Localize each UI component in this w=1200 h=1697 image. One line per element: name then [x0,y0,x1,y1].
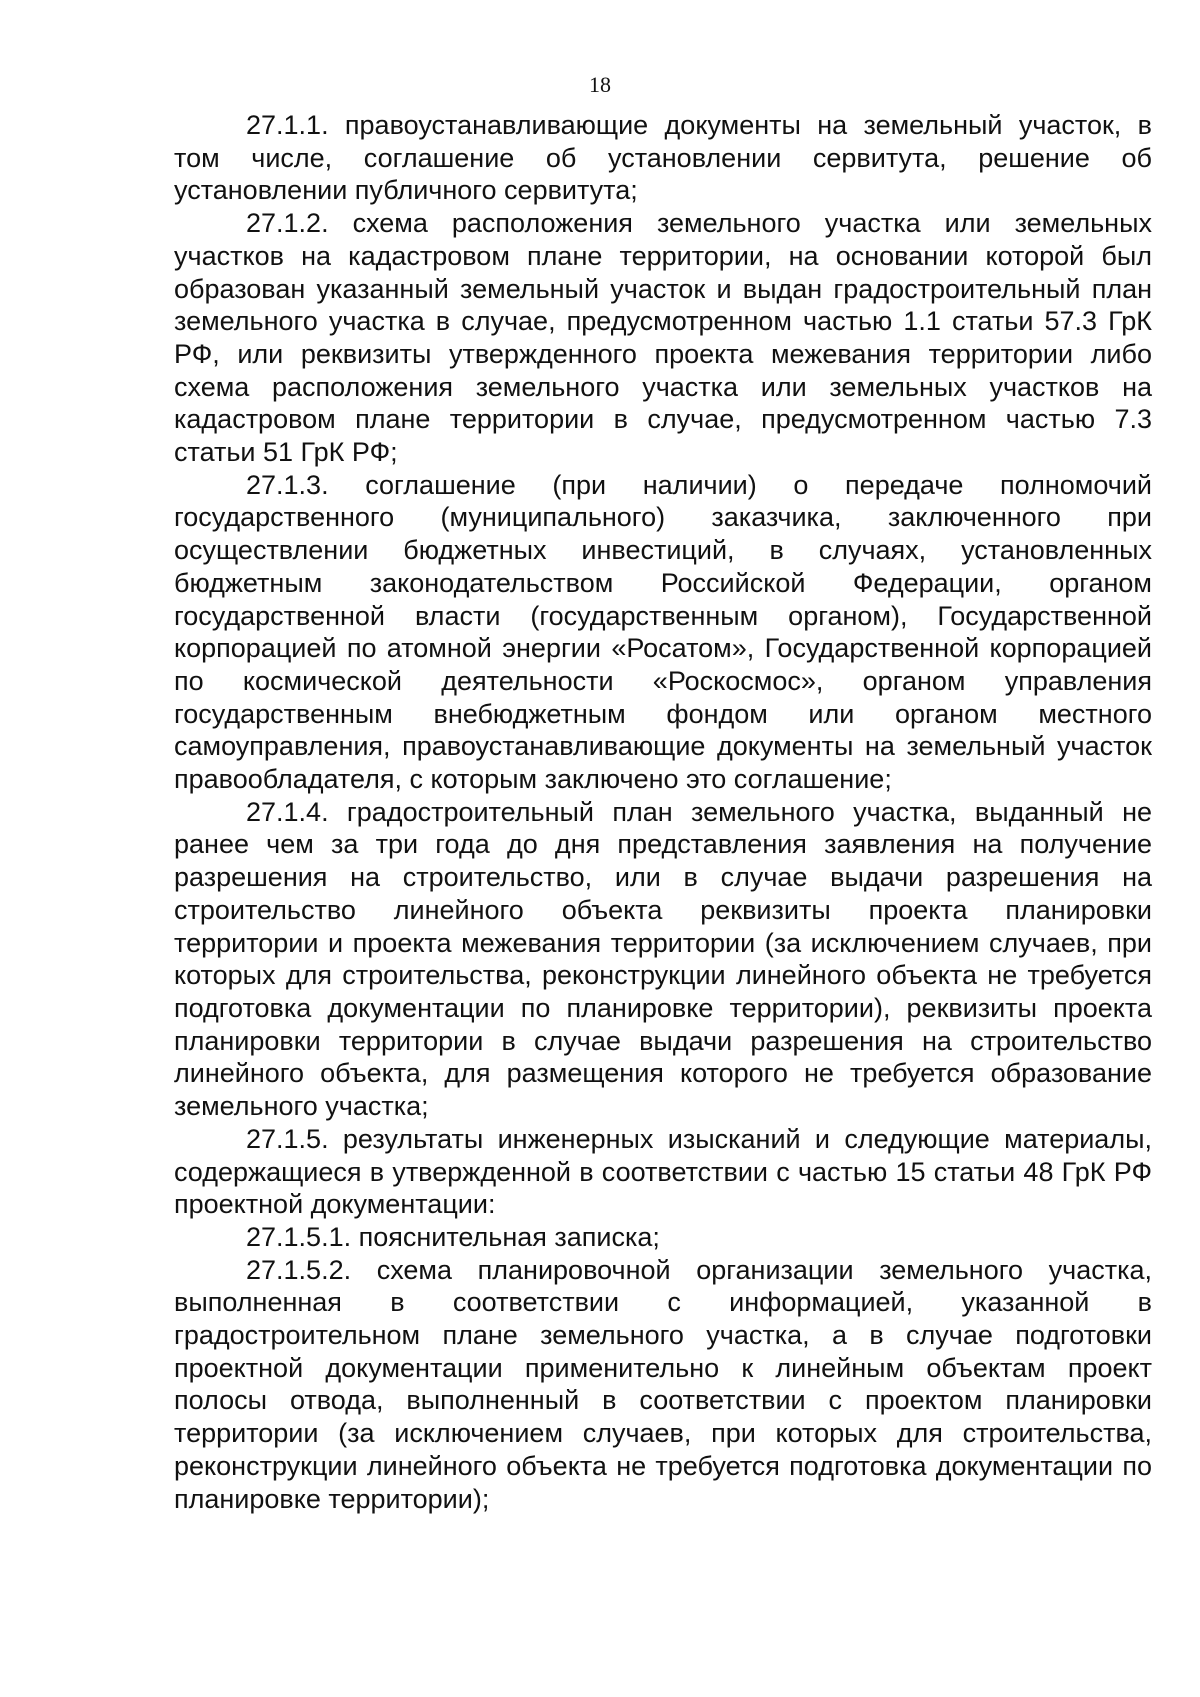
paragraph-27-1-2: 27.1.2. схема расположения земельного участка или земельных участков на кадастровом плане территории, на основании которой был образован указанный земельный участок и выдан градостроительный план земельного участка в случае, предусмотренном частью 1.1 статьи 57.3 ГрК РФ, или реквизиты утвержденного проекта межевания территории либо схема расположения земельного участка или земельных участков на кадастровом плане территории в случае, предусмотренном частью 7.3 статьи 51 ГрК РФ; [174,208,1152,468]
paragraph-27-1-4: 27.1.4. градостроительный план земельного участка, выданный не ранее чем за три года до дня представления заявления на получение разрешения на строительство, или в случае выдачи разрешения на строительство линейного объекта реквизиты проекта планировки территории и проекта межевания территории (за исключением случаев, при которых для строительства, реконструкции линейного объекта не требуется подготовка документации по планировке территории), реквизиты проекта планировки территории в случае выдачи разрешения на строительство линейного объекта, для размещения которого не требуется образование земельного участка; [174,796,1152,1122]
paragraph-27-1-1: 27.1.1. правоустанавливающие документы на земельный участок, в том числе, соглашение об установлении сервитута, решение об установлении публичного сервитута; [174,110,1152,206]
paragraph-27-1-5: 27.1.5. результаты инженерных изысканий и следующие материалы, содержащиеся в утвержденной в соответствии с частью 15 статьи 48 ГрК РФ проектной документации: [174,1123,1152,1220]
paragraph-27-1-5-1: 27.1.5.1. пояснительная записка; [246,1221,660,1252]
paragraph-27-1-3: 27.1.3. соглашение (при наличии) о передаче полномочий государственного (муниципального) заказчика, заключенного при осуществлении бюджетных инвестиций, в случаях, установленных бюджетным законодательством Российской Федерации, органом государственной власти (государственным органом), Государственной корпорацией по атомной энергии «Росатом», Государственной корпорацией по космической деятельности «Роскосмос», органом управления государственным внебюджетным фондом или органом местного самоуправления, правоустанавливающие документы на земельный участок правообладателя, с которым заключено это соглашение; [174,469,1152,795]
page-number: 18 [589,72,611,97]
paragraph-27-1-5-2: 27.1.5.2. схема планировочной организации земельного участка, выполненная в соответствии с информацией, указанной в градостроительном плане земельного участка, а в случае подготовки проектной документации применительно к линейным объектам проект полосы отвода, выполненный в соответствии с проектом планировки территории (за исключением случаев, при которых для строительства, реконструкции линейного объекта не требуется подготовка документации по планировке территории); [174,1254,1152,1514]
document-body [174,109,1152,1515]
